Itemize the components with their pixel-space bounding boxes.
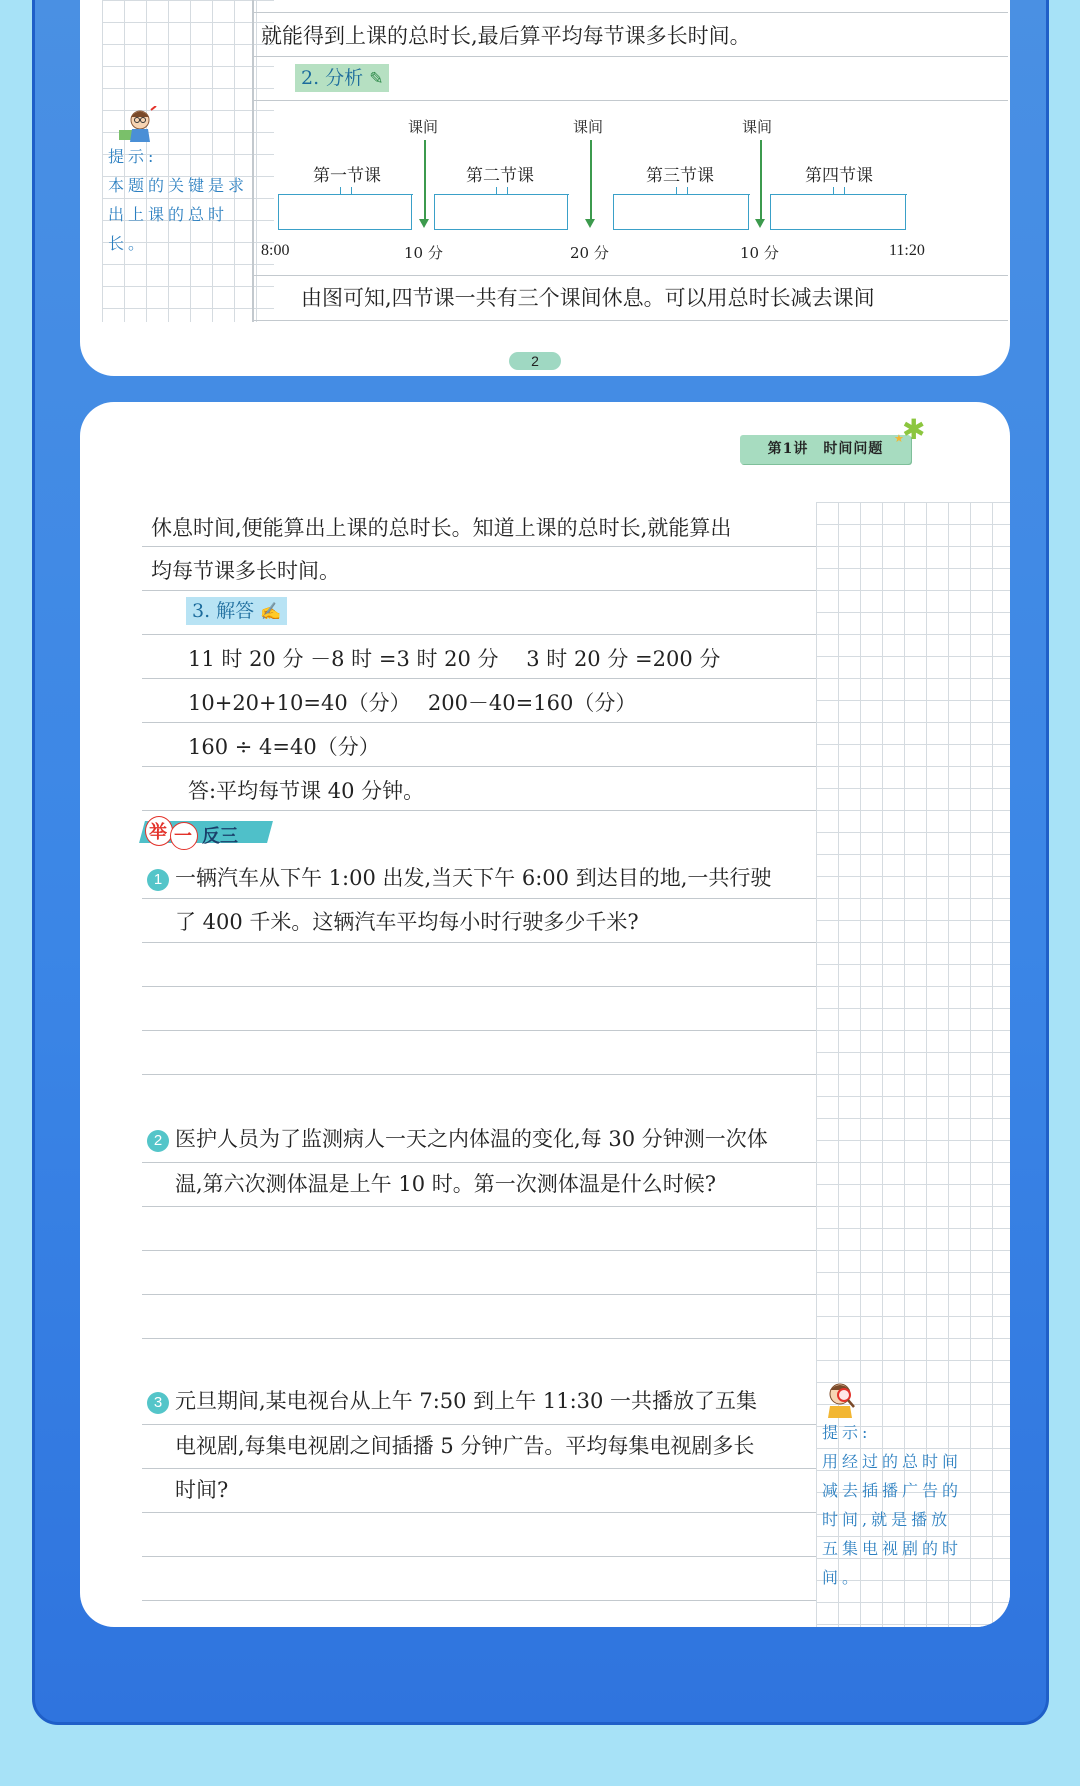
question-2: 2 医护人员为了监测病人一天之内体温的变化,每 30 分钟测一次体	[147, 1127, 768, 1152]
section-label: 3. 解答 ✍	[186, 597, 287, 625]
lesson-bracket	[278, 194, 412, 230]
lesson-label: 第一节课	[313, 166, 381, 186]
answer-line[interactable]	[142, 1294, 816, 1295]
question-3: 3 元旦期间,某电视台从上午 7:50 到上午 11:30 一共播放了五集	[147, 1389, 757, 1414]
question-2-line2: 温,第六次测体温是上午 10 时。第一次测体温是什么时候?	[175, 1172, 717, 1196]
hint-label: 提示:	[108, 147, 158, 166]
tick-label: 20 分	[570, 244, 609, 262]
tick-label: 8:00	[261, 242, 290, 259]
text-line: 休息时间,便能算出上课的总时长。知道上课的总时长,就能算出	[151, 516, 732, 540]
text-line: 均每节课多长时间。	[151, 559, 340, 583]
lesson-bracket	[613, 194, 749, 230]
teacher-icon	[118, 106, 158, 144]
answer-line[interactable]	[142, 1250, 816, 1251]
pencil-icon: ✍	[260, 602, 282, 622]
answer-line[interactable]	[142, 1074, 816, 1075]
lesson-label: 第四节课	[805, 166, 873, 186]
calc-line: 10+20+10=40（分） 200－40=160（分）	[188, 691, 637, 715]
answer-line[interactable]	[142, 1556, 816, 1557]
lesson-label: 第二节课	[466, 166, 534, 186]
tick-label: 10 分	[404, 244, 443, 262]
question-3-line3: 时间?	[175, 1478, 229, 1502]
magnifier-kid-icon	[824, 1380, 858, 1418]
practice-title: 举 一 反三	[142, 816, 272, 848]
hint-text: 用经过的总时间减去插播广告的时间,就是播放五集电视剧的时间。	[822, 1452, 963, 1587]
page-top	[80, 0, 1010, 376]
lesson-bracket	[434, 194, 568, 230]
answer-line[interactable]	[142, 986, 816, 987]
tick-label: 11:20	[889, 242, 925, 259]
break-label: 课间	[408, 118, 439, 136]
break-arrow	[590, 140, 592, 222]
question-3-line2: 电视剧,每集电视剧之间插播 5 分钟广告。平均每集电视剧多长	[175, 1434, 755, 1458]
question-1: 1 一辆汽车从下午 1:00 出发,当天下午 6:00 到达目的地,一共行驶	[147, 866, 771, 891]
text-line: 就能得到上课的总时长,最后算平均每节课多长时间。	[261, 24, 751, 48]
lesson-bracket	[770, 194, 906, 230]
lesson-label: 第三节课	[646, 166, 714, 186]
section-label: 2. 分析 ✎	[295, 64, 389, 92]
answer-line[interactable]	[142, 1030, 816, 1031]
answer-line[interactable]	[142, 1600, 816, 1601]
hint-text: 本题的关键是求出上课的总时长。	[108, 176, 249, 253]
answer-line: 答:平均每节课 40 分钟。	[188, 779, 425, 803]
break-label: 课间	[742, 118, 773, 136]
calc-line: 11 时 20 分 －8 时 =3 时 20 分 3 时 20 分 =200 分	[188, 647, 721, 671]
break-label: 课间	[573, 118, 604, 136]
hint-label: 提示:	[822, 1423, 872, 1442]
chapter-badge: 第1讲 时间问题	[740, 435, 911, 464]
question-1-line2: 了 400 千米。这辆汽车平均每小时行驶多少千米?	[175, 910, 639, 934]
break-arrow	[760, 140, 762, 222]
page-number: 2	[509, 352, 561, 370]
calc-line: 160 ÷ 4=40（分）	[188, 735, 380, 759]
text-line: 由图可知,四节课一共有三个课间休息。可以用总时长减去课间	[301, 286, 875, 310]
answer-line[interactable]	[142, 1338, 816, 1339]
page-bottom	[80, 402, 1010, 1627]
tick-label: 10 分	[740, 244, 779, 262]
break-arrow	[424, 140, 426, 222]
sparkle-icon: ✱	[902, 413, 926, 446]
star-icon: ★	[894, 432, 904, 445]
pencil-icon: ✎	[369, 69, 384, 89]
